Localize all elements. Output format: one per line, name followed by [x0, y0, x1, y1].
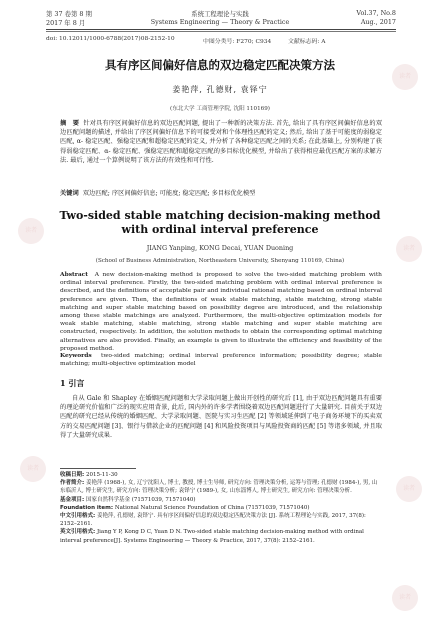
footnote-cite-en: [60, 528, 382, 544]
section-heading: 1 引言: [60, 378, 85, 388]
watermark-stamp: 读者: [18, 218, 44, 244]
keywords-en-text: two-sided matching; ordinal interval preference information; possibility degree; stable matching; multi-objective optimization model: [60, 353, 383, 368]
abstract-en: [60, 271, 382, 353]
header-journal-en: Systems Engineering — Theory & Practice: [150, 18, 290, 26]
footnote-rule: [60, 468, 136, 469]
fund-en-label: Foundation item:: [60, 504, 114, 511]
keywords-cn-text: 双边匹配; 序区间偏好信息; 可能度; 稳定匹配; 多目标优化模型: [82, 190, 256, 197]
watermark-stamp: 读者: [392, 64, 418, 90]
fund-text: 国家自然科学基金 (71571039, 71571040): [85, 496, 196, 503]
footnote-cite-cn: [60, 512, 382, 528]
keywords-cn: [60, 189, 382, 198]
abstract-cn-label: 摘 要: [60, 120, 80, 127]
title-en: Two-sided stable matching decision-making method with ordinal interval preference: [59, 209, 381, 236]
abstract-cn: [60, 119, 382, 165]
watermark-stamp: 读者: [20, 456, 46, 482]
keywords-cn-label: 关键词: [60, 190, 79, 197]
header-rule: [46, 29, 396, 30]
received-label: 收稿日期:: [60, 472, 85, 478]
affiliation-cn: (东北大学 工商管理学院, 沈阳 110169): [170, 106, 270, 112]
abstract-en-label: Abstract: [60, 271, 88, 278]
fund-en-text: National Natural Science Foundation of China (71571039, 71571040): [114, 504, 310, 511]
section-body: 自从 Gale 和 Shapley 在婚姻匹配问题和大学录取问题上做出开创性的研究后 [1], 由于双边匹配问题具有重要的理论研究价值和广泛的现实应用背景, 此后, 国内外的许多学者围绕着双边匹配问题进行了大量研究. 目前关于双边匹配的研究已经从传统的婚姻匹配、大学录取问题、医院与实习生匹配 [2] 等领域延伸到了电子商务环境下的买卖双方的交易匹配问题 [3]、银行与借款企业的匹配问题 [4] 和风险投资项目与风险投资商的匹配 [5] 等诸多领域, 并且取得了大量研究成果.: [60, 395, 382, 439]
watermark-stamp: 读者: [396, 476, 422, 502]
cite-cn-label: 中文引用格式:: [60, 513, 96, 520]
abstract-cn-text: 针对具有序区间偏好信息的双边匹配问题, 提出了一种新的决策方法. 首先, 给出了具有序区间偏好信息的双边匹配问题的描述, 并给出了序区间偏好信息下的可接受对和个体理性匹配的定义; 然后, 给出了基于可能度的弱稳定匹配, α- 稳定匹配、强稳定匹配和超稳定匹配的定义, 并分析了各种稳定匹配之间的关系; 在此基础上, 分别构建了获得弱稳定匹配、α- 稳定匹配、强稳定匹配和超稳定匹配的多目标优化模型, 并给出了获得相应最优匹配方案的求解方法. 最后, 通过一个算例说明了该方法的有效性和可行性.: [60, 120, 383, 164]
clc-number: 中图分类号: F270; C934: [203, 39, 272, 45]
header-volume-cn: 第 37 卷第 8 期: [46, 10, 92, 18]
footnote-received: [60, 471, 382, 479]
received-date: 2015-11-30: [85, 472, 118, 478]
authors-en: JIANG Yanping, KONG Decai, YUAN Duoning: [146, 244, 294, 252]
watermark-stamp: 读者: [396, 236, 422, 262]
authors-cn: 姜艳萍, 孔德财, 袁铎宁: [172, 85, 268, 94]
cite-cn-text: 姜艳萍, 孔德财, 袁铎宁. 具有序区间偏好信息的双边稳定匹配决策方法 [J]. 系统工程理论与实践, 2017, 37(8): 2152–2161.: [60, 513, 366, 528]
header-date-cn: 2017 年 8 月: [46, 19, 86, 27]
watermark-stamp: 读者: [392, 585, 418, 611]
footnote-fund-en: [60, 504, 382, 512]
abstract-en-text: A new decision-making method is proposed to solve the two-sided matching problem with ordinal interval preference. Firstly, the two-sided matching problem with ordinal interval preference is described, and the definitions of acceptable pair and individual rational matching based on ordinal interval preference are given. Then, the definitions of weak stable matching, stable matching, strong stable matching and super stable matching based on possibility degree are introduced, and the relationship among these stable matchings are analyzed. Furthermore, the multi-objective optimization models for weak stable matching, stable matching, strong stable matching and super stable matching are constructed, respectively. In addition, the solution methods to obtain the corresponding optimal matching alternatives are also provided. Finally, an example is given to illustrate the efficiency and feasibility of the proposed method.: [60, 272, 382, 352]
cite-en-label: 英文引用格式:: [60, 529, 96, 536]
keywords-en-label: Keywords: [60, 352, 92, 359]
header-date-en: Aug., 2017: [360, 18, 396, 26]
author-label: 作者简介:: [60, 480, 85, 487]
author-bio: 姜艳萍 (1968-), 女, 辽宁沈阳人, 博士, 教授, 博士生导师, 研究方向: 管理决策分析, 运筹与管理; 孔德财 (1984-), 男, 山东临沂人, 博士研究生, 研究方向: 管理决策分析; 袁铎宁 (1989-), 女, 山东淄博人, 博士研究生, 研究方向: 管理决策分析.: [60, 480, 378, 495]
header-volume-en: Vol.37, No.8: [356, 9, 396, 17]
keywords-en: [60, 352, 382, 368]
affiliation-en: (School of Business Administration, Northeastern University, Shenyang 110169, China): [95, 258, 345, 264]
footnote-fund: [60, 496, 382, 504]
cite-en-text: Jiang Y P, Kong D C, Yuan D N. Two-sided stable matching decision-making method with ordinal interval preference[J]. Systems Engineering — Theory & Practice, 2017, 37(8): 2152–2161.: [60, 529, 364, 544]
document-code: 文献标志码: A: [288, 39, 326, 45]
title-cn: 具有序区间偏好信息的双边稳定匹配决策方法: [105, 58, 335, 72]
header-rule-thin: [46, 31, 396, 32]
footnote: [60, 471, 382, 545]
doi: doi: 10.12011/1000-6788(2017)08-2152-10: [46, 36, 175, 42]
fund-label: 基金项目:: [60, 496, 85, 503]
header-journal-cn: 系统工程理论与实践: [191, 10, 249, 18]
footnote-author: [60, 479, 382, 495]
